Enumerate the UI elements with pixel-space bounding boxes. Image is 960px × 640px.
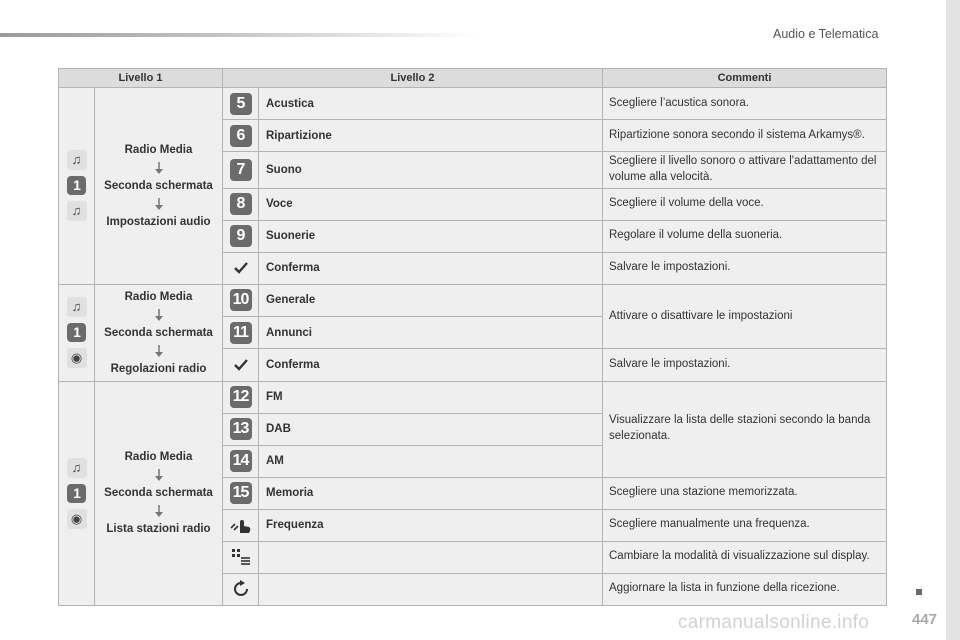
hand-tune-icon [229,516,253,534]
row-label: Generale [259,284,603,316]
row-comment: Scegliere una stazione memorizzata. [603,477,887,509]
menu-step: Seconda schermata [104,179,213,192]
page-edge-strip [946,0,960,640]
row-comment: Cambiare la modalità di visualizzazione sul display. [603,541,887,573]
row-comment: Scegliere l’acustica sonora. [603,88,887,120]
level1-icons [59,381,95,605]
step-badge: 5 [230,93,252,115]
row-comment: Salvare le impostazioni. [603,349,887,381]
arrow-down-icon [154,162,164,174]
level1-badge: 1 [67,484,86,503]
row-comment: Scegliere il livello sonoro o attivare l'adattamento del volume alla velocità. [603,152,887,189]
row-label [259,541,603,573]
row-label: AM [259,445,603,477]
refresh-icon [232,580,250,598]
level1-icons [59,88,95,285]
music-settings-icon: ♫ [67,201,87,221]
row-comment: Ripartizione sonora secondo il sistema Arkamys®. [603,120,887,152]
music-note-icon: ♫ [67,150,87,170]
row-label: FM [259,381,603,413]
menu-step: Regolazioni radio [110,362,207,375]
arrow-down-icon [154,198,164,210]
row-label [259,573,603,605]
arrow-down-icon [154,505,164,517]
menu-step: Seconda schermata [104,326,213,339]
step-badge: 7 [230,159,252,181]
step-badge: 9 [230,225,252,247]
row-label: Suono [259,152,603,189]
row-label: Annunci [259,317,603,349]
table-header-row [59,69,887,88]
row-label: Conferma [259,252,603,284]
row-label: Ripartizione [259,120,603,152]
row-label: Memoria [259,477,603,509]
table-row [59,284,887,316]
level1-badge: 1 [67,323,86,342]
step-badge: 8 [230,193,252,215]
top-gradient-bar [0,33,480,37]
menu-step: Radio Media [124,290,193,303]
step-badge: 14 [230,450,252,472]
row-comment: Attivare o disattivare le impostazioni [603,284,887,349]
radio-settings-icon: ◉ [67,348,87,368]
check-icon [234,262,248,274]
step-badge: 6 [230,125,252,147]
row-label: Conferma [259,349,603,381]
step-badge: 11 [230,322,252,344]
page-number: 447 [912,611,938,628]
level1-icons [59,284,95,381]
menu-step: Lista stazioni radio [106,523,211,536]
step-badge: 12 [230,386,252,408]
menu-step: Seconda schermata [104,487,213,500]
row-label: Suonerie [259,220,603,252]
column-header-comments: Commenti [603,69,887,88]
radio-station-icon: ◉ [67,509,87,529]
column-header-level1: Livello 1 [59,69,223,88]
row-comment: Scegliere manualmente una frequenza. [603,509,887,541]
step-badge: 15 [230,482,252,504]
music-note-icon: ♫ [67,297,87,317]
menu-path [95,284,223,381]
row-comment: Regolare il volume della suoneria. [603,220,887,252]
row-label: Frequenza [259,509,603,541]
settings-table [58,68,887,606]
table-row [59,381,887,413]
row-comment: Visualizzare la lista delle stazioni secondo la banda selezionata. [603,381,887,477]
step-badge: 10 [230,289,252,311]
row-label: DAB [259,413,603,445]
menu-path [95,88,223,285]
menu-step: Radio Media [124,451,193,464]
column-header-level2: Livello 2 [223,69,603,88]
row-label: Voce [259,188,603,220]
row-label: Acustica [259,88,603,120]
menu-step: Radio Media [124,143,193,156]
row-comment: Aggiornare la lista in funzione della ricezione. [603,573,887,605]
arrow-down-icon [154,469,164,481]
row-comment: Scegliere il volume della voce. [603,188,887,220]
page-marker [916,589,922,595]
row-comment: Salvare le impostazioni. [603,252,887,284]
level1-badge: 1 [67,176,86,195]
menu-path [95,381,223,605]
watermark: carmanualsonline.info [678,612,870,633]
table-row [59,88,887,120]
section-title: Audio e Telematica [773,27,879,41]
arrow-down-icon [154,345,164,357]
check-icon [234,359,248,371]
music-note-icon: ♫ [67,458,87,478]
step-badge: 13 [230,418,252,440]
display-mode-icon [231,548,251,566]
arrow-down-icon [154,309,164,321]
menu-step: Impostazioni audio [106,215,211,228]
